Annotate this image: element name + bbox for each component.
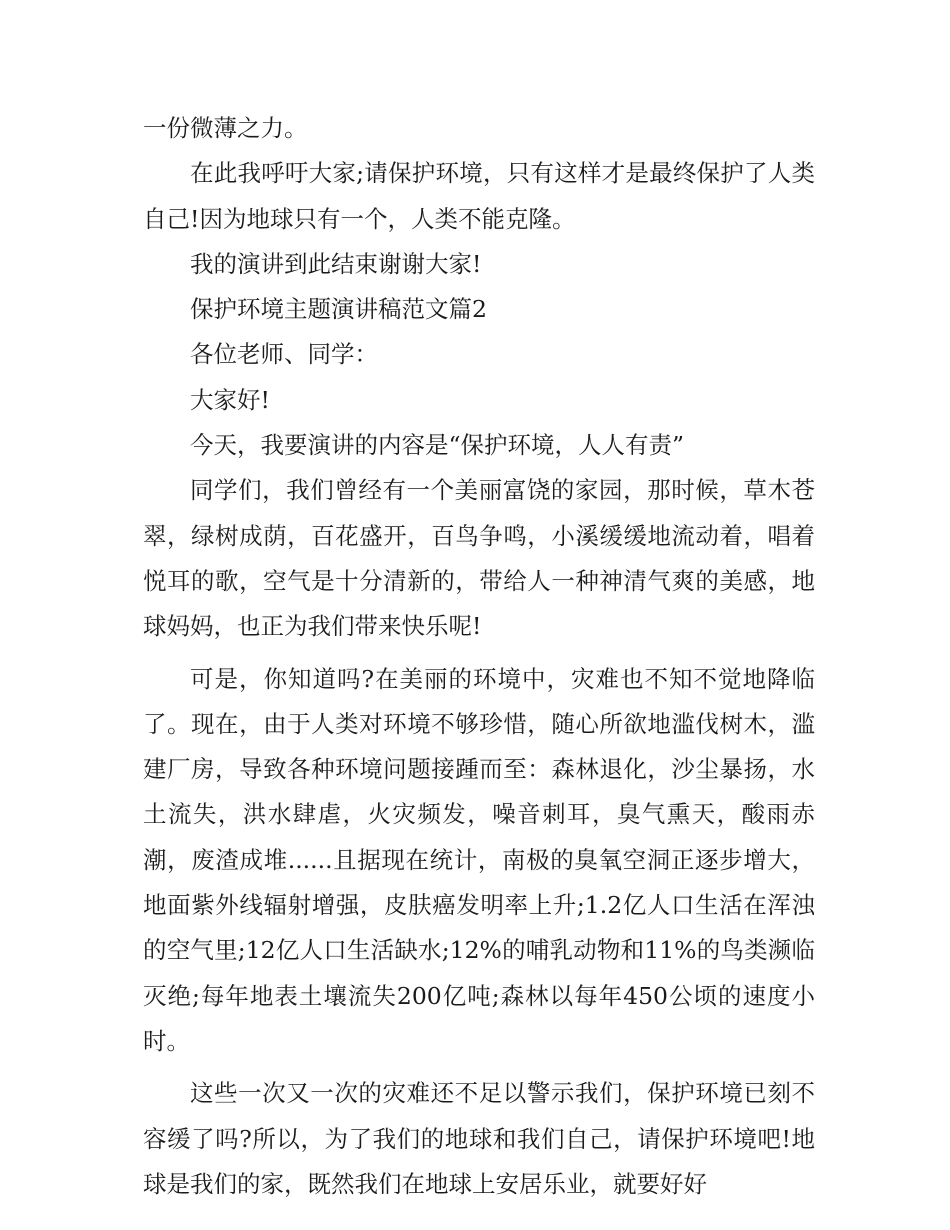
paragraph-homeland: 同学们，我们曾经有一个美丽富饶的家园，那时候，草木苍翠，绿树成荫，百花盛开，百鸟争鸣，小溪缓缓地流动着，唱着悦耳的歌，空气是十分清新的，带给人一种神清气爽的美感，地球妈妈，也正为我们带来快乐呢! <box>143 476 815 641</box>
paragraph-3: 我的演讲到此结束谢谢大家! <box>190 249 482 278</box>
paragraph-appeal: 这些一次又一次的灾难还不足以警示我们，保护环境已刻不容缓了吗?所以，为了我们的地球和我们自己，请保护环境吧!地球是我们的家，既然我们在地球上安居乐业，就要好好 <box>143 1079 815 1198</box>
paragraph-disasters: 可是，你知道吗?在美丽的环境中，灾难也不知不觉地降临了。现在，由于人类对环境不够珍惜，随心所欲地滥伐树木，滥建厂房，导致各种环境问题接踵而至：森林退化，沙尘暴扬，水土流失，洪水肆虐，火灾频发，噪音刺耳，臭气熏天，酸雨赤潮，废渣成堆......且据现在统计，南极的臭氧空洞正逐步增大，地面紫外线辐射增强，皮肤癌发明率上升;1.2亿人口生活在浑浊的空气里;12亿人口生活缺水;12%的哺乳动物和11%的鸟类濒临灭绝;每年地表土壤流失200亿吨;森林以每年450公顷的速度小时。 <box>143 664 815 1055</box>
section-heading: 保护环境主题演讲稿范文篇2 <box>190 295 487 324</box>
paragraph-2: 在此我呼吁大家;请保护环境，只有这样才是最终保护了人类自己!因为地球只有一个，人类不能克隆。 <box>143 159 815 233</box>
paragraph-1: 一份微薄之力。 <box>143 114 308 142</box>
salutation: 各位老师、同学： <box>190 340 378 369</box>
paragraph-topic: 今天，我要演讲的内容是“保护环境，人人有责” <box>190 431 685 460</box>
document-page <box>143 106 815 1207</box>
greeting: 大家好! <box>190 385 270 414</box>
